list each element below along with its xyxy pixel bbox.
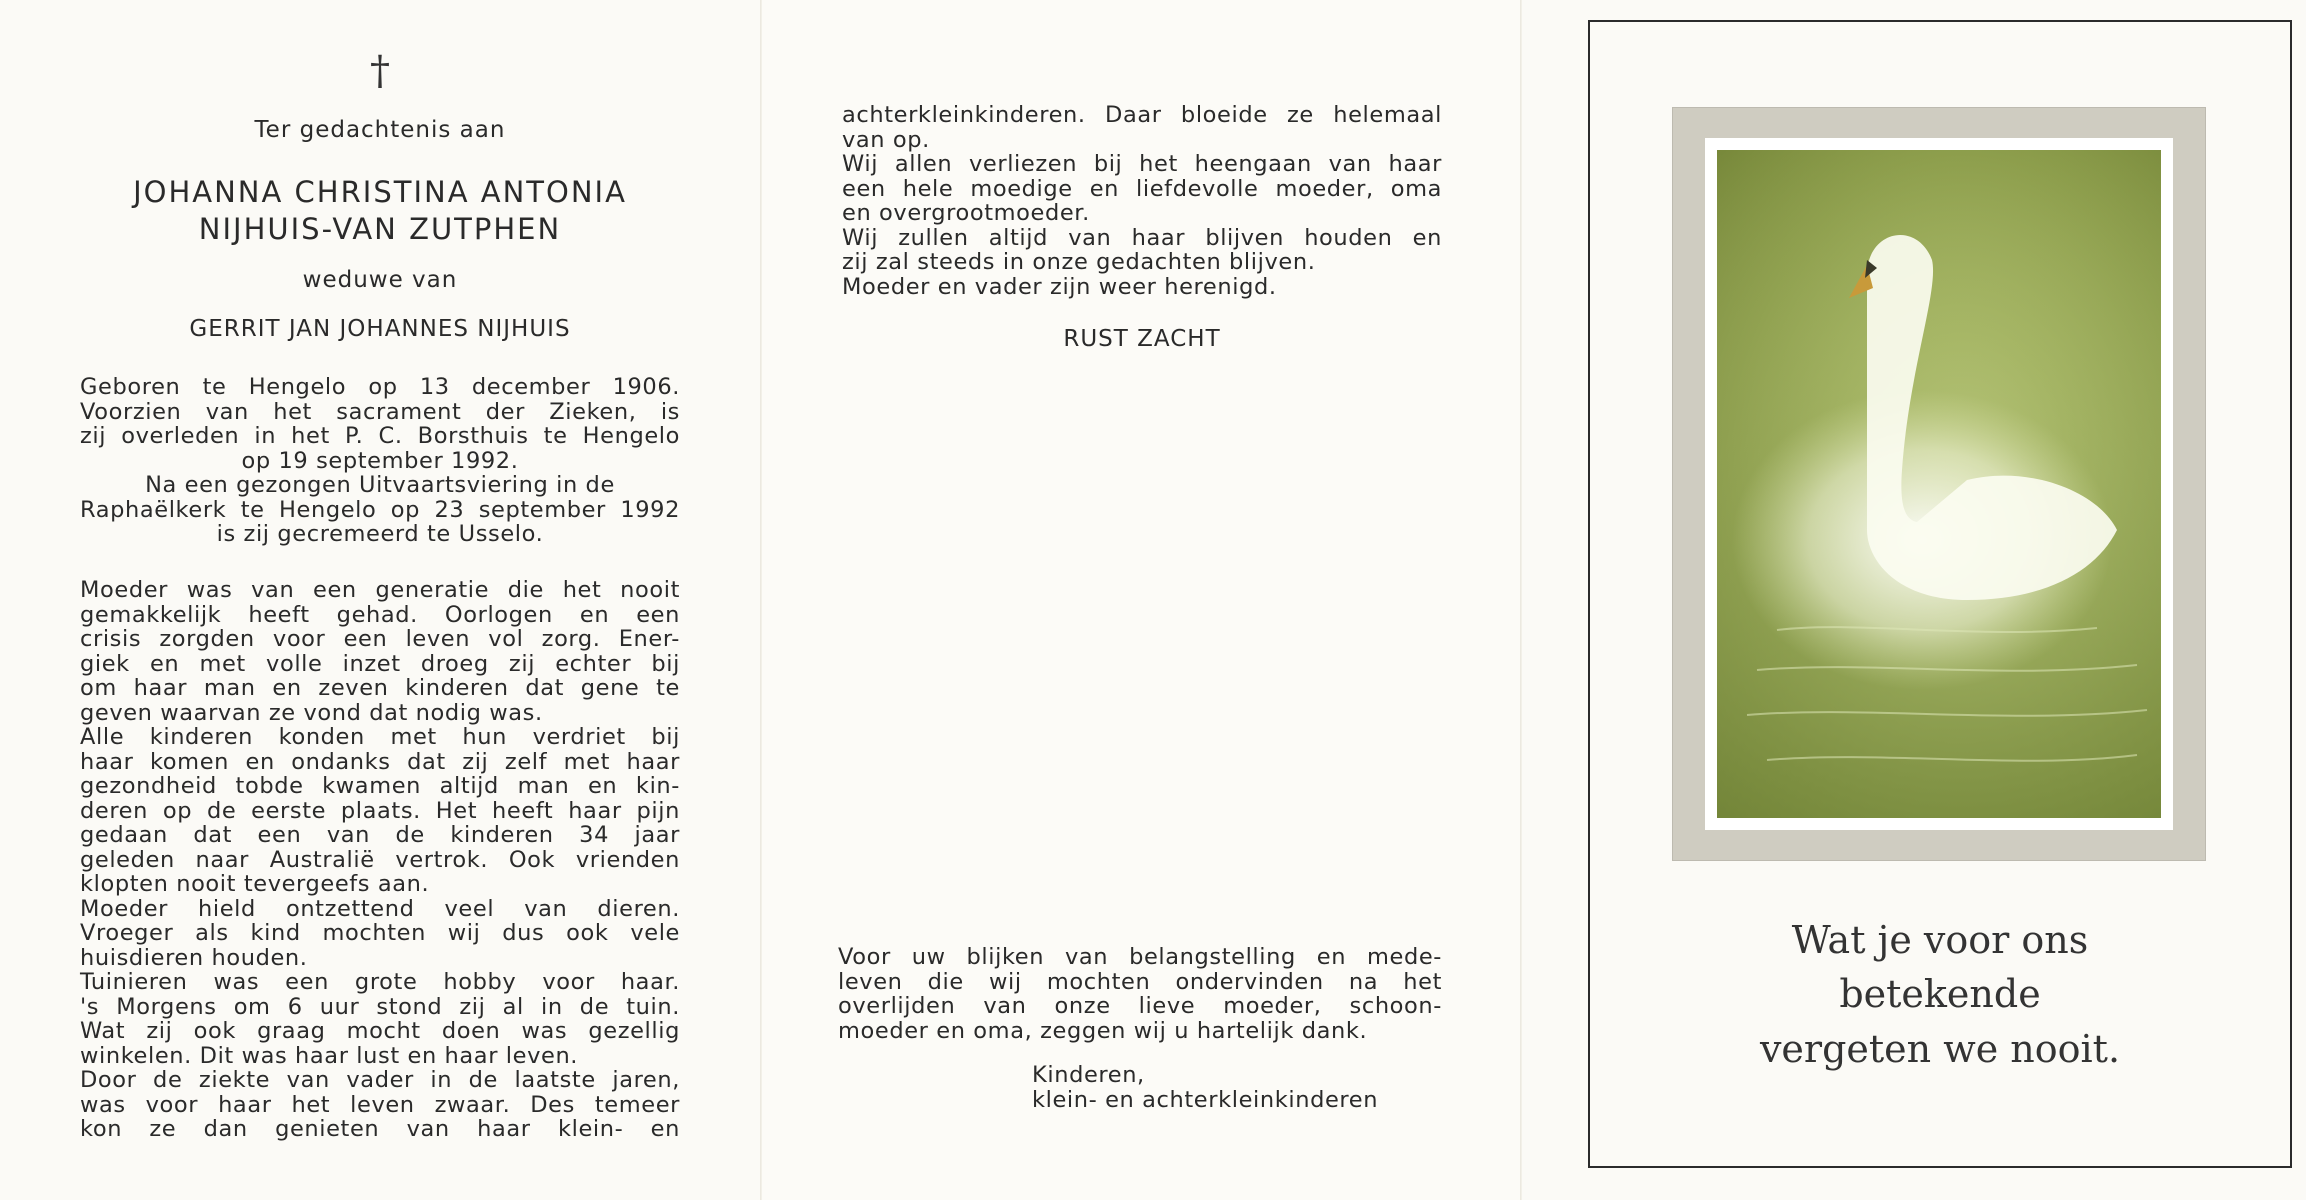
bio-line: zij overleden in het P. C. Borsthuis te Hengelo [80, 423, 680, 449]
thanks-line: moeder en oma, zeggen wij u hartelijk dank. [838, 1017, 1368, 1044]
story-line: gezondheid tobde kwamen altijd man en kin- [80, 773, 680, 799]
story-line: gemakkelijk heeft gehad. Oorlogen en een [80, 601, 680, 628]
swan-illustration [1717, 150, 2161, 818]
bio-line: Na een gezongen Uitvaartsviering in de [145, 472, 615, 498]
in-memory-heading: Ter gedachtenis aan [254, 117, 506, 143]
story-line: winkelen. Dit was haar lust en haar leven. [80, 1042, 579, 1069]
bio-line: Raphaëlkerk te Hengelo op 23 september 1992 [80, 496, 680, 523]
signed-grandchildren: klein- en achterkleinkinderen [1032, 1087, 1379, 1113]
story-line: geleden naar Australië vertrok. Ook vrienden [80, 846, 680, 873]
photo-mat [1705, 138, 2173, 830]
signed-children: Kinderen, [1032, 1062, 1145, 1088]
thanks-block [838, 945, 1442, 1043]
story-line: huisdieren houden. [80, 944, 308, 971]
story-line: was voor haar het leven zwaar. Des temeer [80, 1091, 680, 1118]
thanks-line: Voor uw blijken van belangstelling en mede- [838, 944, 1442, 970]
story-line: zij zal steeds in onze gedachten blijven. [842, 249, 1316, 275]
husband-name: GERRIT JAN JOHANNES NIJHUIS [189, 316, 571, 342]
biography-block [80, 375, 680, 547]
thanks-line: overlijden van onze lieve moeder, schoon- [838, 993, 1442, 1019]
cross-symbol: † [370, 48, 390, 94]
swan-photo [1717, 150, 2161, 818]
fold-line [760, 0, 762, 1200]
story-line: deren op de eerste plaats. Het heeft haar pijn [80, 797, 680, 824]
fold-line [1520, 0, 1522, 1200]
story-line: Alle kinderen konden met hun verdriet bij [80, 724, 680, 750]
story-line: van op. [842, 126, 930, 153]
bio-line: Geboren te Hengelo op 13 december 1906. [80, 374, 680, 400]
story-line: gedaan dat een van de kinderen 34 jaar [80, 822, 680, 848]
story-line: Moeder was van een generatie die het nooit [80, 577, 680, 603]
bio-line: is zij gecremeerd te Usselo. [216, 521, 544, 547]
life-story-continued [842, 103, 1442, 299]
story-line: achterkleinkinderen. Daar bloeide ze helemaal [842, 102, 1442, 128]
story-line: crisis zorgden voor een leven vol zorg. Ener- [80, 626, 680, 652]
bio-line: Voorzien van het sacrament der Zieken, is [80, 398, 680, 425]
bio-line: op 19 september 1992. [241, 447, 519, 474]
story-line: een hele moedige en liefdevolle moeder, oma [842, 175, 1442, 202]
rest-in-peace: RUST ZACHT [1063, 326, 1221, 352]
story-line: giek en met volle inzet droeg zij echter bij [80, 650, 680, 677]
life-story-block [80, 578, 680, 1142]
story-line: kon ze dan genieten van haar klein- en [80, 1116, 680, 1142]
story-line: Vroeger als kind mochten wij dus ook vele [80, 920, 680, 946]
story-line: geven waarvan ze vond dat nodig was. [80, 699, 543, 726]
story-line: Wij zullen altijd van haar blijven houden en [842, 224, 1442, 251]
deceased-name-line1: JOHANNA CHRISTINA ANTONIA [133, 175, 627, 209]
deceased-name-line2: NIJHUIS-VAN ZUTPHEN [198, 212, 562, 246]
quote-line-2: betekende [1839, 972, 2041, 1016]
quote-line-1: Wat je voor ons [1791, 918, 2089, 962]
story-line: haar komen en ondanks dat zij zelf met haar [80, 748, 680, 775]
thanks-line: leven die wij mochten ondervinden na het [838, 968, 1442, 995]
story-line: 's Morgens om 6 uur stond zij al in de tuin. [80, 993, 680, 1020]
photo-frame [1672, 107, 2206, 861]
story-line: Moeder hield ontzettend veel van dieren. [80, 895, 680, 922]
quote-line-3: vergeten we nooit. [1759, 1027, 2121, 1071]
story-line: en overgrootmoeder. [842, 200, 1090, 226]
story-line: Door de ziekte van vader in de laatste jaren, [80, 1067, 680, 1093]
story-line: Moeder en vader zijn weer herenigd. [842, 273, 1277, 300]
story-line: Tuinieren was een grote hobby voor haar. [80, 969, 680, 995]
story-line: Wij allen verliezen bij het heengaan van haar [842, 151, 1442, 177]
story-line: om haar man en zeven kinderen dat gene te [80, 675, 680, 701]
widow-of-label: weduwe van [302, 267, 458, 293]
story-line: klopten nooit tevergeefs aan. [80, 871, 430, 897]
story-line: Wat zij ook graag mocht doen was gezellig [80, 1018, 680, 1044]
